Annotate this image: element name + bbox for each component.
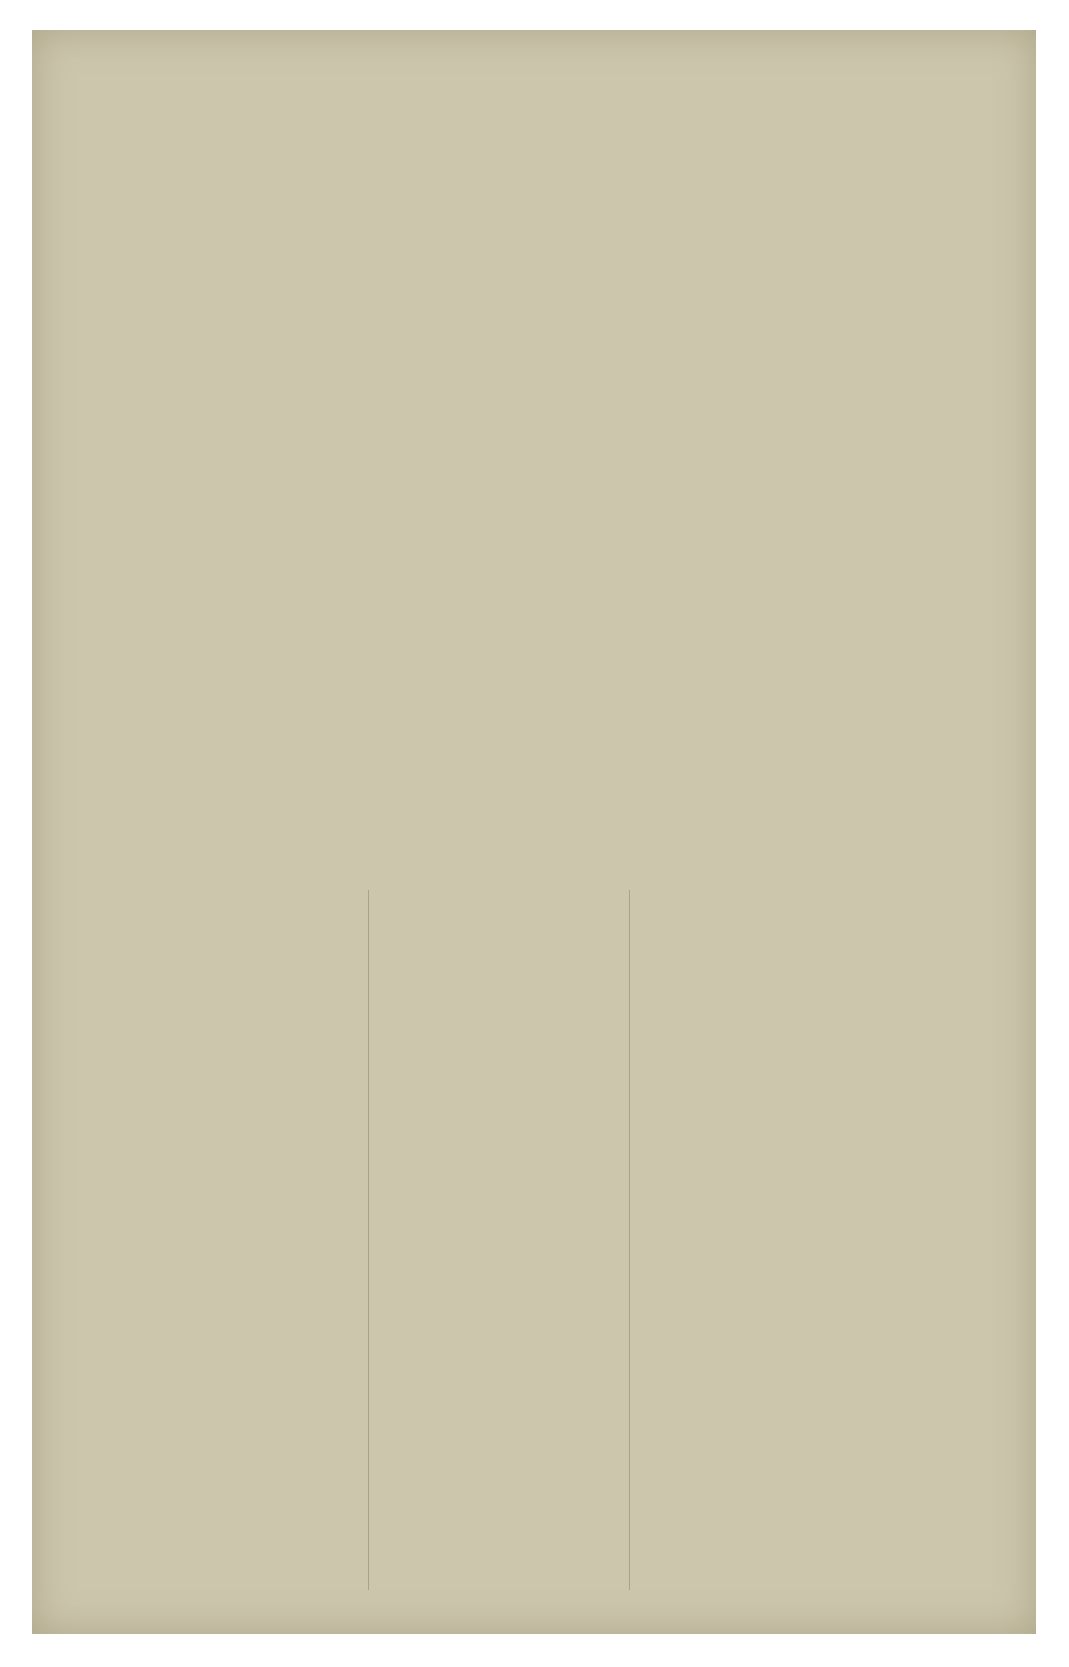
- body-text-column: [772, 170, 816, 870]
- body-text-column: [818, 170, 862, 870]
- body-text-column: [404, 170, 448, 870]
- table-cell: [453, 1450, 485, 1590]
- body-text-column: [128, 170, 172, 870]
- table-row-label: [453, 890, 485, 1130]
- body-text-column: [588, 170, 632, 870]
- upper-text-block: [68, 170, 1000, 870]
- body-text-column: [450, 170, 494, 870]
- body-text-column: [54, 890, 98, 1590]
- body-text-column: [0, 890, 6, 1590]
- body-text-column: [358, 170, 402, 870]
- table-row-label: [417, 890, 449, 1130]
- body-text-column: [680, 170, 724, 870]
- body-text-column: [726, 170, 770, 870]
- body-text-column: [82, 170, 126, 870]
- body-text-column: [330, 890, 374, 1590]
- body-text-column: [220, 170, 264, 870]
- table-header-label: [597, 890, 629, 1190]
- body-text-column: [146, 890, 190, 1590]
- body-text-column: [312, 170, 356, 870]
- body-text-column: [266, 170, 310, 870]
- archive-watermark: [576, 1200, 996, 1310]
- table-cell: [417, 1450, 449, 1590]
- body-text-column: [238, 890, 282, 1590]
- body-text-column: [634, 170, 678, 870]
- body-text-column: [174, 170, 218, 870]
- global-page-number: [68, 108, 112, 152]
- body-text-column: [100, 890, 144, 1590]
- page-number: [128, 108, 172, 152]
- table-year-heading: [525, 890, 557, 1590]
- body-text-column: [496, 170, 540, 870]
- body-text-column: [910, 170, 954, 870]
- table-cell: [417, 1150, 449, 1290]
- body-text-column: [192, 890, 236, 1590]
- table-cell: [453, 1150, 485, 1290]
- cumulative-issue-label: [836, 108, 880, 152]
- body-text-column: [376, 890, 420, 1590]
- body-text-column: [956, 170, 1000, 870]
- body-text-column: [864, 170, 908, 870]
- journal-title: [956, 108, 1000, 152]
- table-cell: [453, 1300, 485, 1440]
- table-year-heading: [489, 890, 521, 1590]
- body-text-column: [284, 890, 328, 1590]
- body-text-column: [8, 890, 52, 1590]
- body-text-column: [542, 170, 586, 870]
- document-page: [32, 30, 1036, 1634]
- issue-label: [896, 108, 940, 152]
- running-header: [68, 108, 1000, 152]
- table-cell: [417, 1300, 449, 1440]
